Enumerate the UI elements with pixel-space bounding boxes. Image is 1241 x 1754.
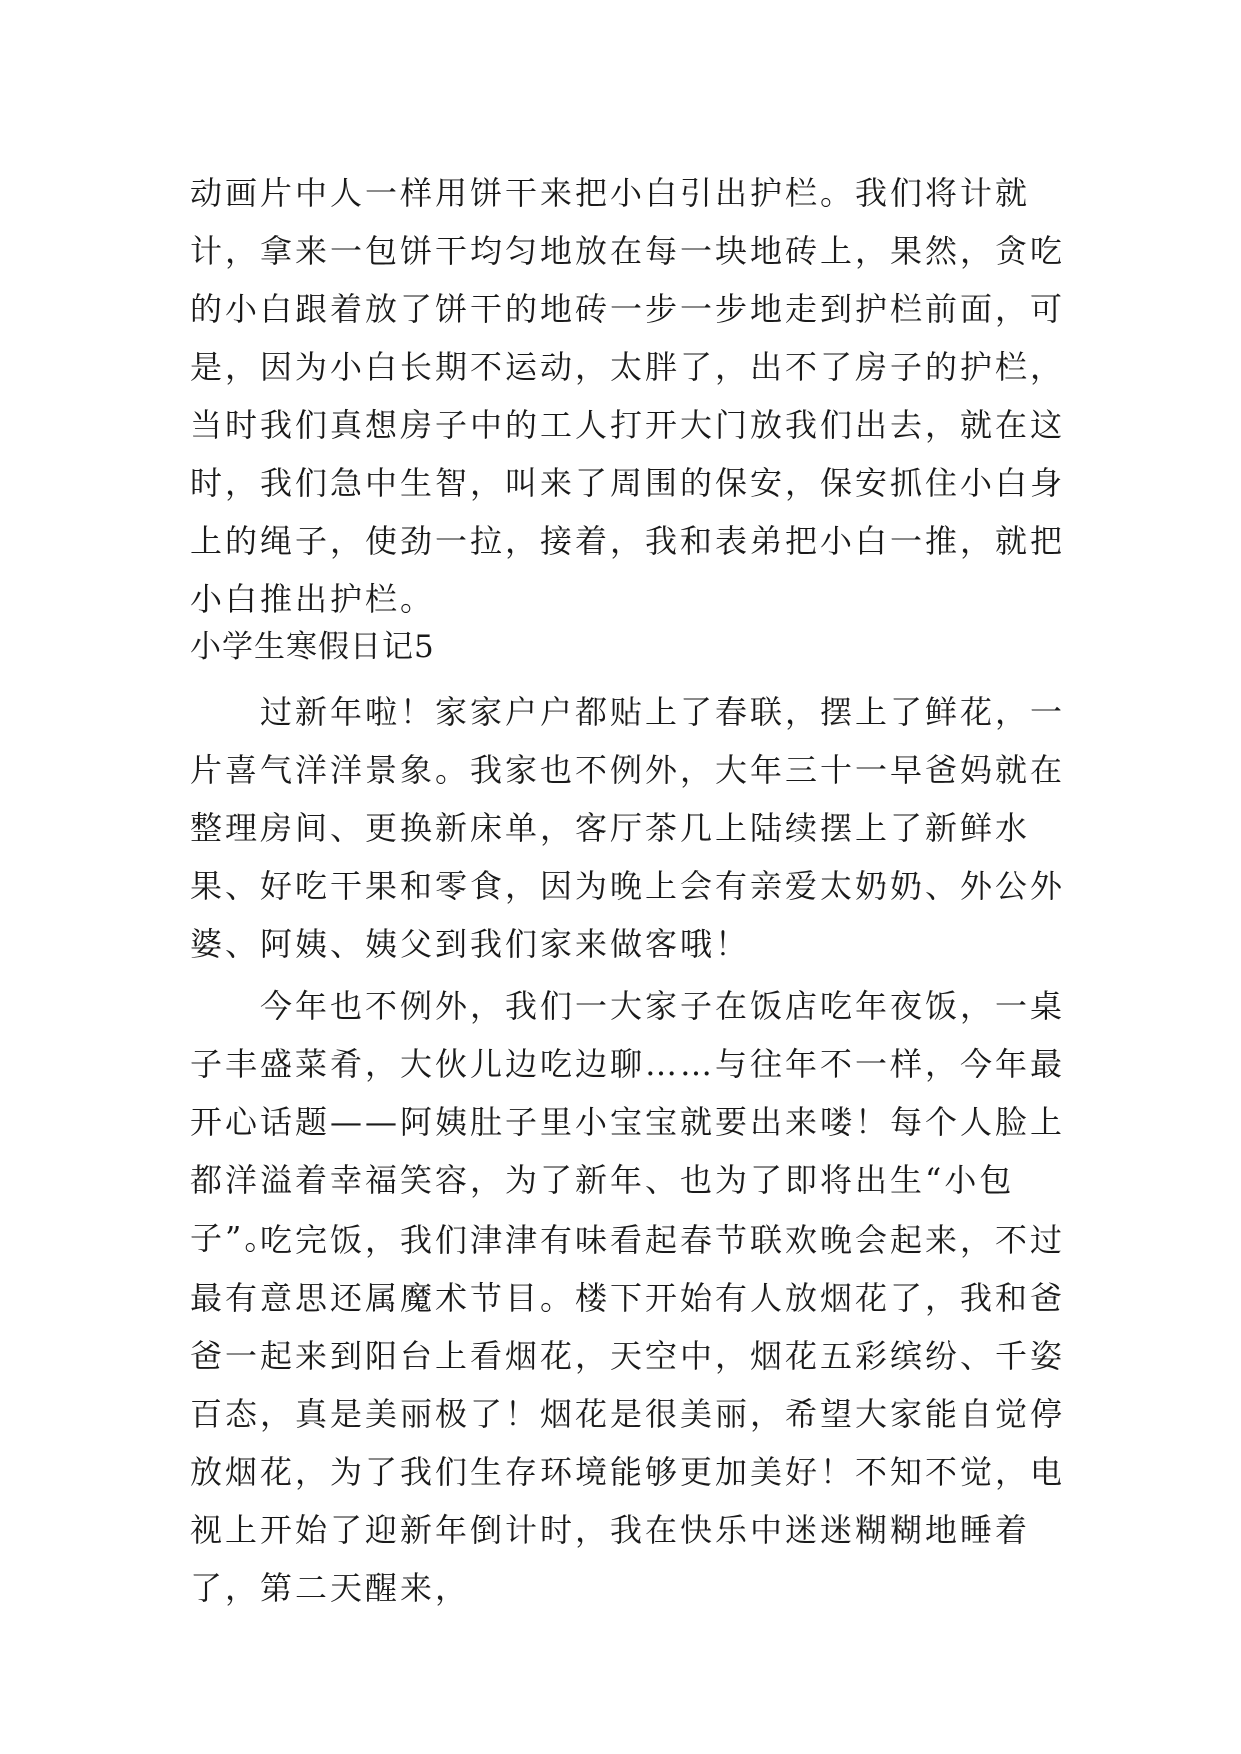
paragraph-text: 今年也不例外，我们一大家子在饭店吃年夜饭，一桌子丰盛菜肴，大伙儿边吃边聊……与往年不一样，今年最开心话题——阿姨肚子里小宝宝就要出来喽！每个人脸上都洋溢着幸福笑容，为了新年、也为了即将出生“小包子”。 bbox=[190, 987, 1066, 1257]
paragraph-3 bbox=[190, 1211, 1070, 1617]
paragraph-1 bbox=[190, 683, 1070, 973]
paragraph-text: 动画片中人一样用饼干来把小白引出护栏。我们将计就计，拿来一包饼干均匀地放在每一块地砖上，果然，贪吃的小白跟着放了饼干的地砖一步一步地走到护栏前面，可是，因为小白长期不运动，太胖了，出不了房子的护栏，当时我们真想房子中的工人打开大门放我们出去，就在这时，我们急中生智，叫来了周围的保安，保安抓住小白身上的绳子，使劲一拉，接着，我和表弟把小白一推，就把小白推出护栏。 bbox=[190, 174, 1066, 618]
paragraph-text: 吃完饭，我们津津有味看起春节联欢晚会起来，不过最有意思还属魔术节目。楼下开始有人放烟花了，我和爸爸一起来到阳台上看烟花，天空中，烟花五彩缤纷、千姿百态，真是美丽极了！烟花是很美丽，希望大家能自觉停放烟花，为了我们生存环境能够更加美好！不知不觉，电视上开始了迎新年倒计时，我在快乐中迷迷糊糊地睡着了，第二天醒来， bbox=[190, 1221, 1066, 1607]
continued-paragraph bbox=[190, 164, 1070, 628]
paragraph-text: 过新年啦！家家户户都贴上了春联，摆上了鲜花，一片喜气洋洋景象。我家也不例外，大年三十一早爸妈就在整理房间、更换新床单，客厅茶几上陆续摆上了新鲜水果、好吃干果和零食，因为晚上会有亲爱太奶奶、外公外婆、阿姨、姨父到我们家来做客哦！ bbox=[190, 693, 1066, 963]
section-title: 小学生寒假日记5 bbox=[190, 629, 435, 665]
